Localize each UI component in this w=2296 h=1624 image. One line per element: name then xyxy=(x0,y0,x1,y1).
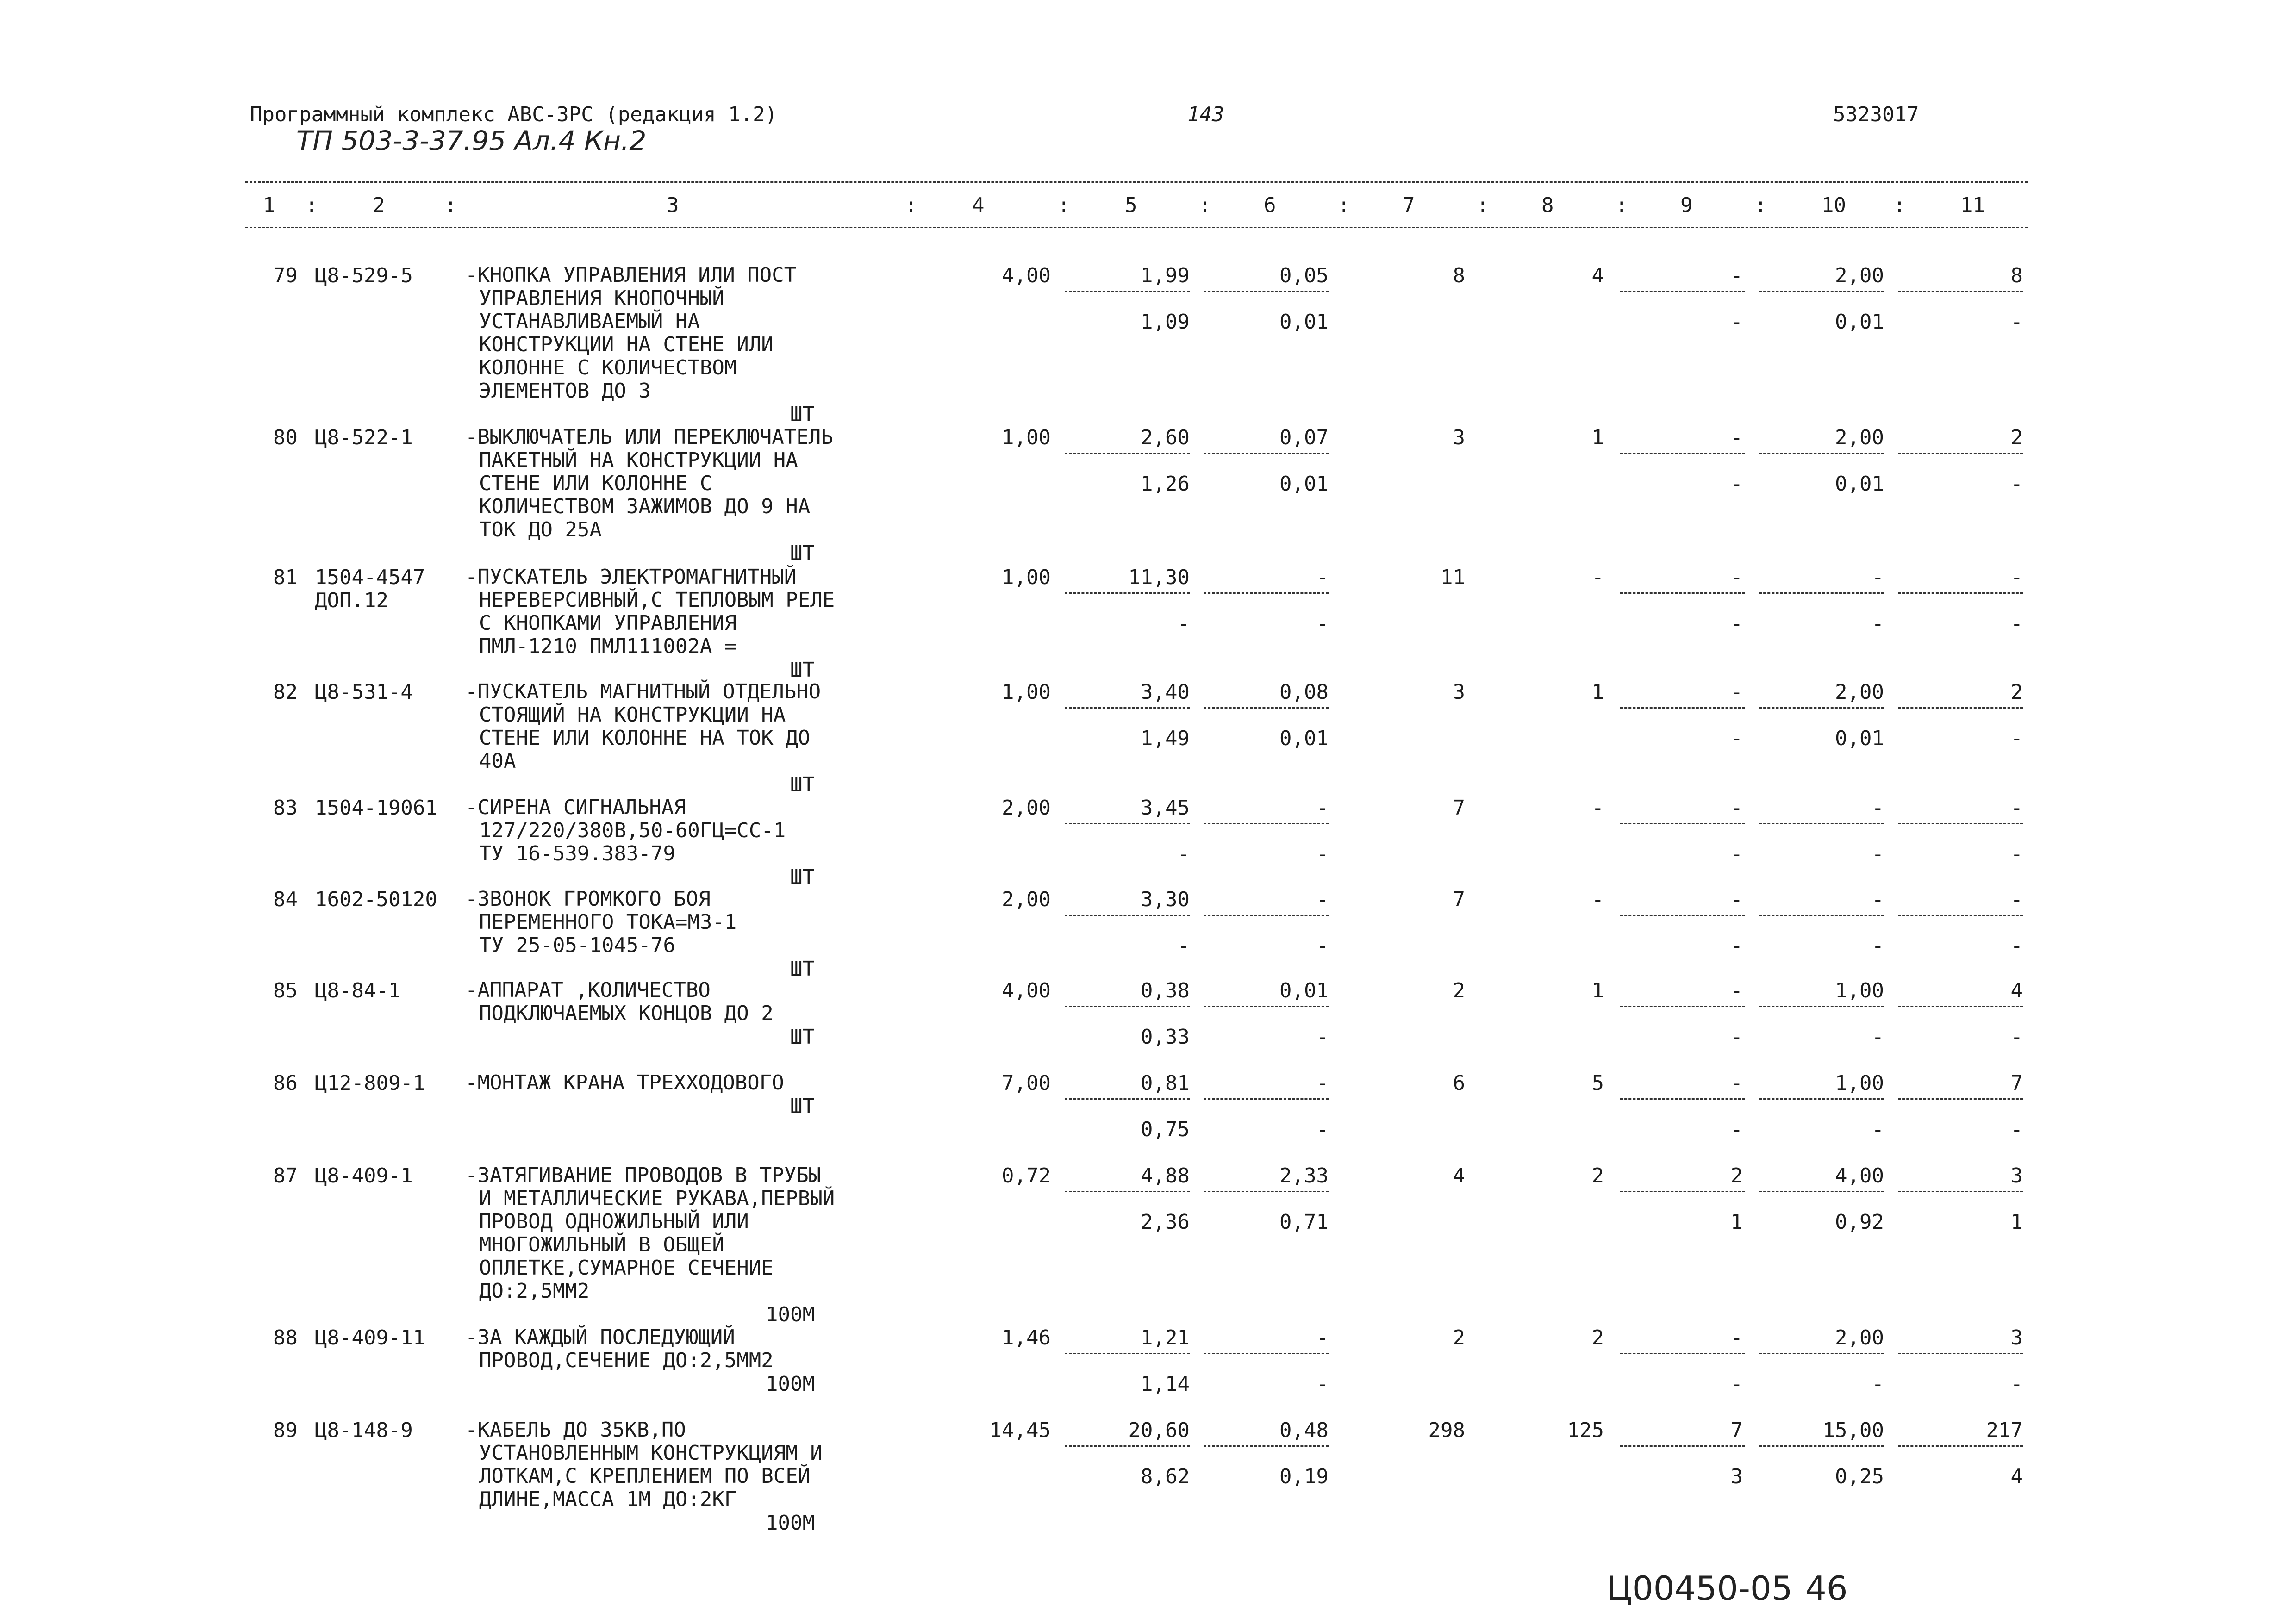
row-number: 79 xyxy=(273,264,298,287)
value-divider xyxy=(1620,1353,1745,1354)
description-line: С КНОПКАМИ УПРАВЛЕНИЯ xyxy=(479,611,737,635)
description-line: -МОНТАЖ КРАНА ТРЕХХОДОВОГО xyxy=(465,1071,784,1095)
value-c5b: 1,09 xyxy=(1141,310,1190,334)
value-c10a: 2,00 xyxy=(1835,264,1884,287)
page-number: 143 xyxy=(1187,103,1224,126)
value-c5b: 0,75 xyxy=(1141,1118,1190,1141)
value-c11a: - xyxy=(2010,888,2023,911)
description-line: ЛОТКАМ,С КРЕПЛЕНИЕМ ПО ВСЕЙ xyxy=(479,1464,811,1488)
value-c9a: - xyxy=(1730,264,1743,287)
handwritten-stamp: Ц00450-05 xyxy=(1606,1569,1793,1608)
value-c11b: - xyxy=(2010,310,2023,334)
value-c9a: - xyxy=(1730,1326,1743,1350)
description-line: КОЛИЧЕСТВОМ ЗАЖИМОВ ДО 9 НА xyxy=(479,495,811,518)
value-c5a: 20,60 xyxy=(1128,1419,1190,1442)
column-number: 8 xyxy=(1541,193,1554,217)
value-c6a: 2,33 xyxy=(1279,1164,1329,1188)
value-c6a: 0,07 xyxy=(1279,426,1329,449)
description-line: -ЗВОНОК ГРОМКОГО БОЯ xyxy=(465,887,711,911)
value-divider xyxy=(1759,592,1884,594)
rate-code: Ц8-522-1 xyxy=(315,426,413,449)
unit-of-measure: ШТ xyxy=(790,403,815,426)
value-c11a: 8 xyxy=(2010,264,2023,287)
value-c10b: - xyxy=(1872,612,1884,635)
value-divider xyxy=(1898,1191,2023,1192)
description-line: МНОГОЖИЛЬНЫЙ В ОБЩЕЙ xyxy=(479,1233,724,1257)
value-divider xyxy=(1759,1191,1884,1192)
column-number: 4 xyxy=(972,193,985,217)
value-c9a: - xyxy=(1730,979,1743,1002)
description-line: -АППАРАТ ,КОЛИЧЕСТВО xyxy=(465,978,711,1002)
rate-code: Ц8-148-9 xyxy=(315,1419,413,1442)
value-c9b: - xyxy=(1730,1025,1743,1049)
value-c6a: - xyxy=(1316,566,1329,589)
row-number: 85 xyxy=(273,979,298,1002)
value-c8: - xyxy=(1591,566,1604,589)
description-line: 40А xyxy=(479,749,516,773)
handwritten-sheet-number: 46 xyxy=(1805,1569,1848,1608)
description-line: ТУ 16-539.383-79 xyxy=(479,842,675,865)
document-page: Программный комплекс АВС-3РС (редакция 1.2) ТП 503-3-37.95 Ал.4 Кн.2 143 5323017 1 2 3 4 5 6 7 8 9 10 11 : : : : : : : : : : 79 Ц8-529-5 -КНОПКА УПРАВЛЕНИЯ ИЛИ ПОСТ УПРАВЛЕНИЯ КНОПОЧНЫЙ УСТАНАВЛИВАЕМЫЙ НА КОНСТРУКЦИИ НА СТЕНЕ ИЛИ КОЛОННЕ С КОЛИЧЕСТВОМ ЭЛЕМЕНТОВ ДО 3 ШТ 4,00 1,99 1,09 0,05 0,01 8 4 - - 2,00 0,01 8 - 80 Ц8-522-1 -ВЫКЛЮЧАТЕЛЬ ИЛИ ПЕРЕКЛЮЧАТЕЛЬ ПАКЕТНЫЙ НА КОНСТРУКЦИИ НА СТЕНЕ ИЛИ КОЛОННЕ С КОЛИЧЕСТВОМ ЗАЖИМОВ ДО 9 НА ТОК ДО 25А ШТ 1,00 2,60 1,26 0,07 0,01 3 1 - - 2,00 0,01 2 - 81 1504-4547 ДОП.12 -ПУСКАТЕЛЬ ЭЛЕКТРОМАГНИТНЫЙ НЕРЕВЕРСИВНЫЙ,С ТЕПЛОВЫМ РЕЛЕ С КНОПКАМИ УПРАВЛЕНИЯ ПМЛ-1210 ПМЛ111002А = ШТ 1,00 11,30 - - - 11 - - - - - - - 82 Ц8-531-4 -ПУСКАТЕЛЬ МАГНИТНЫЙ ОТДЕЛЬНО СТОЯЩИЙ НА КОНСТРУКЦИИ НА СТЕНЕ ИЛИ КОЛОННЕ НА ТОК ДО 40А ШТ 1,00 3,40 1,49 0,08 0,01 3 1 - - 2,00 0,01 2 - 83 1504-19061 -СИРЕНА СИГНАЛЬНАЯ 127/220/380В,50-60ГЦ=СС-1 ТУ 16-539.383-79 ШТ 2,00 3,45 - - - 7 - - - - - - - 84 1602-50120 -ЗВОНОК ГРОМКОГО БОЯ ПЕРЕМЕННОГО ТОКА=МЗ-1 ТУ 25-05-1045-76 ШТ 2,00 3,30 - - - 7 - - - - - - - 85 Ц8-84-1 -АППАРАТ ,КОЛИЧЕСТВО ПОДКЛЮЧАЕМЫХ КОНЦОВ ДО 2 ШТ 4,00 0,38 0,33 0,01 - 2 1 - - 1,00 - 4 - 86 Ц12-809-1 -МОНТАЖ КРАНА ТРЕХХОДОВОГО ШТ 7,00 0,81 0,75 - - 6 5 - - 1,00 - 7 - 87 Ц8-409-1 -ЗАТЯГИВАНИЕ ПРОВОДОВ В ТРУБЫ И МЕТАЛЛИЧЕСКИЕ РУКАВА,ПЕРВЫЙ ПРОВОД ОДНОЖИЛЬНЫЙ ИЛИ МНОГОЖИЛЬНЫЙ В ОБЩЕЙ ОПЛЕТКЕ,СУМАРНОЕ СЕЧЕНИЕ ДО:2,5ММ2 100М 0,72 4,88 2,36 2,33 0,71 4 2 2 1 4,00 0,92 3 1 88 Ц8-409-11 -ЗА КАЖДЫЙ ПОСЛЕДУЮЩИЙ ПРОВОД,СЕЧЕНИЕ ДО:2,5ММ2 100М 1,46 1,21 1,14 - - 2 2 - - 2,00 - 3 - 89 Ц8-148-9 -КАБЕЛЬ ДО 35КВ,ПО УСТАНОВЛЕННЫМ КОНСТРУКЦИЯМ И ЛОТКАМ,С КРЕПЛЕНИЕМ ПО ВСЕЙ ДЛИНЕ,МАССА 1М ДО:2КГ 100М 14,45 20,60 8,62 0,48 0,19 298 125 7 3 15,00 0,25 217 4 Ц00450-05 46 xyxy=(0,0,2296,1624)
description-line: ПРОВОД,СЕЧЕНИЕ ДО:2,5ММ2 xyxy=(479,1349,774,1372)
value-c5a: 3,40 xyxy=(1141,680,1190,704)
value-c9b: 3 xyxy=(1730,1465,1743,1488)
unit-of-measure: ШТ xyxy=(790,1025,815,1049)
value-c5a: 3,45 xyxy=(1141,796,1190,820)
value-c9a: - xyxy=(1730,1071,1743,1095)
rate-code-suffix: ДОП.12 xyxy=(315,589,388,612)
value-c6a: 0,01 xyxy=(1279,979,1329,1002)
unit-of-measure: ШТ xyxy=(790,1095,815,1118)
value-divider xyxy=(1065,707,1190,709)
value-c4: 1,46 xyxy=(1002,1326,1051,1350)
description-line: -ЗА КАЖДЫЙ ПОСЛЕДУЮЩИЙ xyxy=(465,1325,735,1349)
value-divider xyxy=(1759,453,1884,454)
value-c5b: 1,14 xyxy=(1141,1372,1190,1396)
value-divider xyxy=(1204,291,1329,292)
value-c5b: 0,33 xyxy=(1141,1025,1190,1049)
value-c6b: 0,01 xyxy=(1279,727,1329,750)
value-divider xyxy=(1620,1191,1745,1192)
rate-code: 1504-19061 xyxy=(315,796,437,820)
document-code: 5323017 xyxy=(1833,103,1919,126)
description-line: ЭЛЕМЕНТОВ ДО 3 xyxy=(479,379,651,403)
value-c6b: - xyxy=(1316,842,1329,866)
value-divider xyxy=(1204,1006,1329,1007)
value-c9b: - xyxy=(1730,842,1743,866)
header-rule-top xyxy=(245,181,2028,183)
column-number: 3 xyxy=(667,193,679,217)
value-c8: 1 xyxy=(1591,979,1604,1002)
value-c5b: 1,26 xyxy=(1141,472,1190,496)
unit-of-measure: ШТ xyxy=(790,957,815,981)
value-c11a: 2 xyxy=(2010,680,2023,704)
value-c7: 7 xyxy=(1453,888,1465,911)
value-c4: 7,00 xyxy=(1002,1071,1051,1095)
value-divider xyxy=(1759,1445,1884,1447)
description-line: СТОЯЩИЙ НА КОНСТРУКЦИИ НА xyxy=(479,703,786,727)
value-divider xyxy=(1898,453,2023,454)
value-c7: 4 xyxy=(1453,1164,1465,1188)
value-c10a: - xyxy=(1872,888,1884,911)
value-c8: 2 xyxy=(1591,1164,1604,1188)
value-divider xyxy=(1620,1006,1745,1007)
value-c11b: 4 xyxy=(2010,1465,2023,1488)
value-c7: 8 xyxy=(1453,264,1465,287)
value-c6a: - xyxy=(1316,1071,1329,1095)
value-c6a: 0,05 xyxy=(1279,264,1329,287)
value-c8: 4 xyxy=(1591,264,1604,287)
rate-code: Ц12-809-1 xyxy=(315,1071,425,1095)
description-line: СТЕНЕ ИЛИ КОЛОННЕ НА ТОК ДО xyxy=(479,726,811,750)
value-c8: 5 xyxy=(1591,1071,1604,1095)
value-divider xyxy=(1759,823,1884,824)
value-divider xyxy=(1898,915,2023,916)
value-divider xyxy=(1204,453,1329,454)
value-c11a: 2 xyxy=(2010,426,2023,449)
value-c10a: 2,00 xyxy=(1835,680,1884,704)
value-c7: 2 xyxy=(1453,1326,1465,1350)
value-divider xyxy=(1204,707,1329,709)
value-divider xyxy=(1620,1445,1745,1447)
description-line: -КАБЕЛЬ ДО 35КВ,ПО xyxy=(465,1418,686,1442)
description-line: -ПУСКАТЕЛЬ МАГНИТНЫЙ ОТДЕЛЬНО xyxy=(465,680,821,703)
value-divider xyxy=(1065,1445,1190,1447)
value-divider xyxy=(1898,823,2023,824)
value-c9a: - xyxy=(1730,426,1743,449)
column-number: 9 xyxy=(1680,193,1693,217)
value-c10b: 0,01 xyxy=(1835,310,1884,334)
value-divider xyxy=(1204,915,1329,916)
value-c11a: 3 xyxy=(2010,1164,2023,1188)
value-c6b: - xyxy=(1316,612,1329,635)
value-c11a: 4 xyxy=(2010,979,2023,1002)
value-c7: 7 xyxy=(1453,796,1465,820)
value-c10b: 0,25 xyxy=(1835,1465,1884,1488)
value-divider xyxy=(1898,1445,2023,1447)
value-c8: - xyxy=(1591,888,1604,911)
value-c9a: - xyxy=(1730,566,1743,589)
value-divider xyxy=(1065,1353,1190,1354)
value-c11b: - xyxy=(2010,1118,2023,1141)
description-line: ПОДКЛЮЧАЕМЫХ КОНЦОВ ДО 2 xyxy=(479,1002,774,1025)
value-c4: 4,00 xyxy=(1002,264,1051,287)
description-line: ПМЛ-1210 ПМЛ111002А = xyxy=(479,635,737,658)
value-divider xyxy=(1065,291,1190,292)
value-c4: 1,00 xyxy=(1002,566,1051,589)
value-divider xyxy=(1759,291,1884,292)
value-c11b: - xyxy=(2010,1372,2023,1396)
row-number: 88 xyxy=(273,1326,298,1350)
value-c5a: 3,30 xyxy=(1141,888,1190,911)
description-line: КОНСТРУКЦИИ НА СТЕНЕ ИЛИ xyxy=(479,333,774,356)
row-number: 87 xyxy=(273,1164,298,1188)
value-c10a: 2,00 xyxy=(1835,426,1884,449)
value-divider xyxy=(1759,1006,1884,1007)
value-divider xyxy=(1898,592,2023,594)
value-c11a: - xyxy=(2010,566,2023,589)
description-line: УСТАНОВЛЕННЫМ КОНСТРУКЦИЯМ И xyxy=(479,1441,823,1465)
value-c4: 14,45 xyxy=(989,1419,1051,1442)
rate-code: Ц8-409-1 xyxy=(315,1164,413,1188)
rate-code: Ц8-531-4 xyxy=(315,680,413,704)
description-line: -ЗАТЯГИВАНИЕ ПРОВОДОВ В ТРУБЫ xyxy=(465,1164,821,1187)
description-line: ОПЛЕТКЕ,СУМАРНОЕ СЕЧЕНИЕ xyxy=(479,1256,774,1280)
description-line: ПЕРЕМЕННОГО ТОКА=МЗ-1 xyxy=(479,910,737,934)
value-c9b: - xyxy=(1730,612,1743,635)
unit-of-measure: ШТ xyxy=(790,658,815,682)
value-divider xyxy=(1065,453,1190,454)
value-c10a: 1,00 xyxy=(1835,1071,1884,1095)
value-c5a: 4,88 xyxy=(1141,1164,1190,1188)
value-c4: 1,00 xyxy=(1002,426,1051,449)
description-line: СТЕНЕ ИЛИ КОЛОННЕ С xyxy=(479,472,712,495)
value-c11b: - xyxy=(2010,727,2023,750)
column-number: 5 xyxy=(1125,193,1137,217)
value-c11a: - xyxy=(2010,796,2023,820)
value-c10b: 0,01 xyxy=(1835,472,1884,496)
value-divider xyxy=(1620,1098,1745,1100)
value-c5b: 8,62 xyxy=(1141,1465,1190,1488)
value-divider xyxy=(1620,915,1745,916)
value-divider xyxy=(1759,915,1884,916)
row-number: 84 xyxy=(273,888,298,911)
value-c7: 6 xyxy=(1453,1071,1465,1095)
value-c7: 3 xyxy=(1453,680,1465,704)
description-line: ПРОВОД ОДНОЖИЛЬНЫЙ ИЛИ xyxy=(479,1210,749,1233)
value-c5b: 2,36 xyxy=(1141,1210,1190,1234)
value-c10a: 15,00 xyxy=(1822,1419,1884,1442)
value-c10a: - xyxy=(1872,566,1884,589)
rate-code: 1504-4547 xyxy=(315,566,425,589)
column-number: 7 xyxy=(1403,193,1415,217)
value-c10a: 2,00 xyxy=(1835,1326,1884,1350)
value-divider xyxy=(1620,823,1745,824)
value-c5a: 11,30 xyxy=(1128,566,1190,589)
value-c6a: - xyxy=(1316,796,1329,820)
value-c11a: 7 xyxy=(2010,1071,2023,1095)
value-divider xyxy=(1204,823,1329,824)
value-divider xyxy=(1620,453,1745,454)
value-divider xyxy=(1620,291,1745,292)
value-c8: 2 xyxy=(1591,1326,1604,1350)
row-number: 89 xyxy=(273,1419,298,1442)
value-c7: 3 xyxy=(1453,426,1465,449)
value-c11b: - xyxy=(2010,1025,2023,1049)
value-c9a: - xyxy=(1730,796,1743,820)
value-c6b: - xyxy=(1316,1118,1329,1141)
value-c7: 298 xyxy=(1428,1419,1465,1442)
value-divider xyxy=(1065,915,1190,916)
value-divider xyxy=(1898,1098,2023,1100)
value-c10b: - xyxy=(1872,934,1884,958)
description-line: И МЕТАЛЛИЧЕСКИЕ РУКАВА,ПЕРВЫЙ xyxy=(479,1187,835,1210)
description-line: ДЛИНЕ,МАССА 1М ДО:2КГ xyxy=(479,1487,737,1511)
value-c9b: - xyxy=(1730,310,1743,334)
value-c8: 125 xyxy=(1567,1419,1604,1442)
value-c4: 2,00 xyxy=(1002,796,1051,820)
value-c4: 4,00 xyxy=(1002,979,1051,1002)
value-c11b: - xyxy=(2010,934,2023,958)
description-line: 127/220/380В,50-60ГЦ=СС-1 xyxy=(479,819,786,842)
value-c11a: 217 xyxy=(1986,1419,2023,1442)
value-c11b: - xyxy=(2010,842,2023,866)
value-c4: 0,72 xyxy=(1002,1164,1051,1188)
value-c5a: 0,81 xyxy=(1141,1071,1190,1095)
program-title: Программный комплекс АВС-3РС (редакция 1.2) xyxy=(250,103,778,126)
value-c10b: - xyxy=(1872,1372,1884,1396)
value-divider xyxy=(1620,707,1745,709)
value-c6b: 0,19 xyxy=(1279,1465,1329,1488)
value-divider xyxy=(1204,592,1329,594)
value-divider xyxy=(1065,1098,1190,1100)
description-line: ТОК ДО 25А xyxy=(479,518,602,541)
value-c9b: 1 xyxy=(1730,1210,1743,1234)
value-c10b: - xyxy=(1872,842,1884,866)
value-c5b: 1,49 xyxy=(1141,727,1190,750)
description-line: УСТАНАВЛИВАЕМЫЙ НА xyxy=(479,310,700,333)
value-divider xyxy=(1898,707,2023,709)
unit-of-measure: 100М xyxy=(766,1372,815,1396)
value-c11b: - xyxy=(2010,612,2023,635)
value-c8: 1 xyxy=(1591,680,1604,704)
value-c10b: 0,92 xyxy=(1835,1210,1884,1234)
description-line: УПРАВЛЕНИЯ КНОПОЧНЫЙ xyxy=(479,286,724,310)
value-divider xyxy=(1204,1191,1329,1192)
unit-of-measure: ШТ xyxy=(790,773,815,796)
row-number: 86 xyxy=(273,1071,298,1095)
description-line: -ПУСКАТЕЛЬ ЭЛЕКТРОМАГНИТНЫЙ xyxy=(465,565,797,589)
value-c9a: 2 xyxy=(1730,1164,1743,1188)
value-c10b: - xyxy=(1872,1118,1884,1141)
value-divider xyxy=(1204,1098,1329,1100)
value-c8: - xyxy=(1591,796,1604,820)
unit-of-measure: 100М xyxy=(766,1511,815,1535)
value-divider xyxy=(1065,592,1190,594)
value-c5a: 1,99 xyxy=(1141,264,1190,287)
value-c9b: - xyxy=(1730,472,1743,496)
value-divider xyxy=(1065,1006,1190,1007)
header-rule-bottom xyxy=(245,227,2028,228)
value-c6b: - xyxy=(1316,1372,1329,1396)
column-number: 2 xyxy=(373,193,385,217)
value-c6a: 0,48 xyxy=(1279,1419,1329,1442)
row-number: 83 xyxy=(273,796,298,820)
row-number: 81 xyxy=(273,566,298,589)
unit-of-measure: ШТ xyxy=(790,865,815,889)
unit-of-measure: ШТ xyxy=(790,541,815,565)
value-c5b: - xyxy=(1177,612,1190,635)
row-number: 82 xyxy=(273,680,298,704)
value-c6a: - xyxy=(1316,888,1329,911)
value-c8: 1 xyxy=(1591,426,1604,449)
value-c5a: 1,21 xyxy=(1141,1326,1190,1350)
value-c5a: 0,38 xyxy=(1141,979,1190,1002)
column-number: 1 xyxy=(263,193,275,217)
rate-code: Ц8-409-11 xyxy=(315,1326,425,1350)
column-number: 10 xyxy=(1822,193,1846,217)
value-c9a: 7 xyxy=(1730,1419,1743,1442)
rate-code: Ц8-84-1 xyxy=(315,979,401,1002)
description-line: ДО:2,5ММ2 xyxy=(479,1279,590,1303)
value-divider xyxy=(1620,592,1745,594)
value-divider xyxy=(1898,1353,2023,1354)
value-c9b: - xyxy=(1730,727,1743,750)
unit-of-measure: 100М xyxy=(766,1303,815,1326)
value-divider xyxy=(1065,823,1190,824)
description-line: НЕРЕВЕРСИВНЫЙ,С ТЕПЛОВЫМ РЕЛЕ xyxy=(479,588,835,612)
column-number: 11 xyxy=(1960,193,1985,217)
description-line: -СИРЕНА СИГНАЛЬНАЯ xyxy=(465,796,686,819)
description-line: ТУ 25-05-1045-76 xyxy=(479,933,675,957)
value-c11a: 3 xyxy=(2010,1326,2023,1350)
value-c6b: 0,01 xyxy=(1279,310,1329,334)
value-c9a: - xyxy=(1730,888,1743,911)
description-line: КОЛОННЕ С КОЛИЧЕСТВОМ xyxy=(479,356,737,380)
value-c4: 2,00 xyxy=(1002,888,1051,911)
value-c6b: - xyxy=(1316,934,1329,958)
value-c7: 2 xyxy=(1453,979,1465,1002)
value-c10a: 1,00 xyxy=(1835,979,1884,1002)
value-c10b: - xyxy=(1872,1025,1884,1049)
value-c10b: 0,01 xyxy=(1835,727,1884,750)
description-line: ПАКЕТНЫЙ НА КОНСТРУКЦИИ НА xyxy=(479,448,798,472)
column-number: 6 xyxy=(1264,193,1276,217)
rate-code: Ц8-529-5 xyxy=(315,264,413,287)
value-divider xyxy=(1759,1098,1884,1100)
value-c9b: - xyxy=(1730,1118,1743,1141)
value-divider xyxy=(1759,707,1884,709)
value-c5b: - xyxy=(1177,842,1190,866)
value-c5a: 2,60 xyxy=(1141,426,1190,449)
value-c10a: 4,00 xyxy=(1835,1164,1884,1188)
value-c10a: - xyxy=(1872,796,1884,820)
description-line: -КНОПКА УПРАВЛЕНИЯ ИЛИ ПОСТ xyxy=(465,263,797,287)
value-divider xyxy=(1204,1445,1329,1447)
row-number: 80 xyxy=(273,426,298,449)
value-c5b: - xyxy=(1177,934,1190,958)
value-c6b: - xyxy=(1316,1025,1329,1049)
value-c6a: - xyxy=(1316,1326,1329,1350)
value-c11b: - xyxy=(2010,472,2023,496)
value-divider xyxy=(1204,1353,1329,1354)
value-c6a: 0,08 xyxy=(1279,680,1329,704)
value-divider xyxy=(1065,1191,1190,1192)
value-divider xyxy=(1898,291,2023,292)
value-c9b: - xyxy=(1730,934,1743,958)
value-divider xyxy=(1898,1006,2023,1007)
value-c11b: 1 xyxy=(2010,1210,2023,1234)
value-c9b: - xyxy=(1730,1372,1743,1396)
description-line: -ВЫКЛЮЧАТЕЛЬ ИЛИ ПЕРЕКЛЮЧАТЕЛЬ xyxy=(465,425,833,449)
handwritten-reference: ТП 503-3-37.95 Ал.4 Кн.2 xyxy=(296,125,647,156)
value-divider xyxy=(1759,1353,1884,1354)
value-c4: 1,00 xyxy=(1002,680,1051,704)
value-c6b: 0,71 xyxy=(1279,1210,1329,1234)
rate-code: 1602-50120 xyxy=(315,888,437,911)
value-c7: 11 xyxy=(1441,566,1465,589)
value-c9a: - xyxy=(1730,680,1743,704)
value-c6b: 0,01 xyxy=(1279,472,1329,496)
